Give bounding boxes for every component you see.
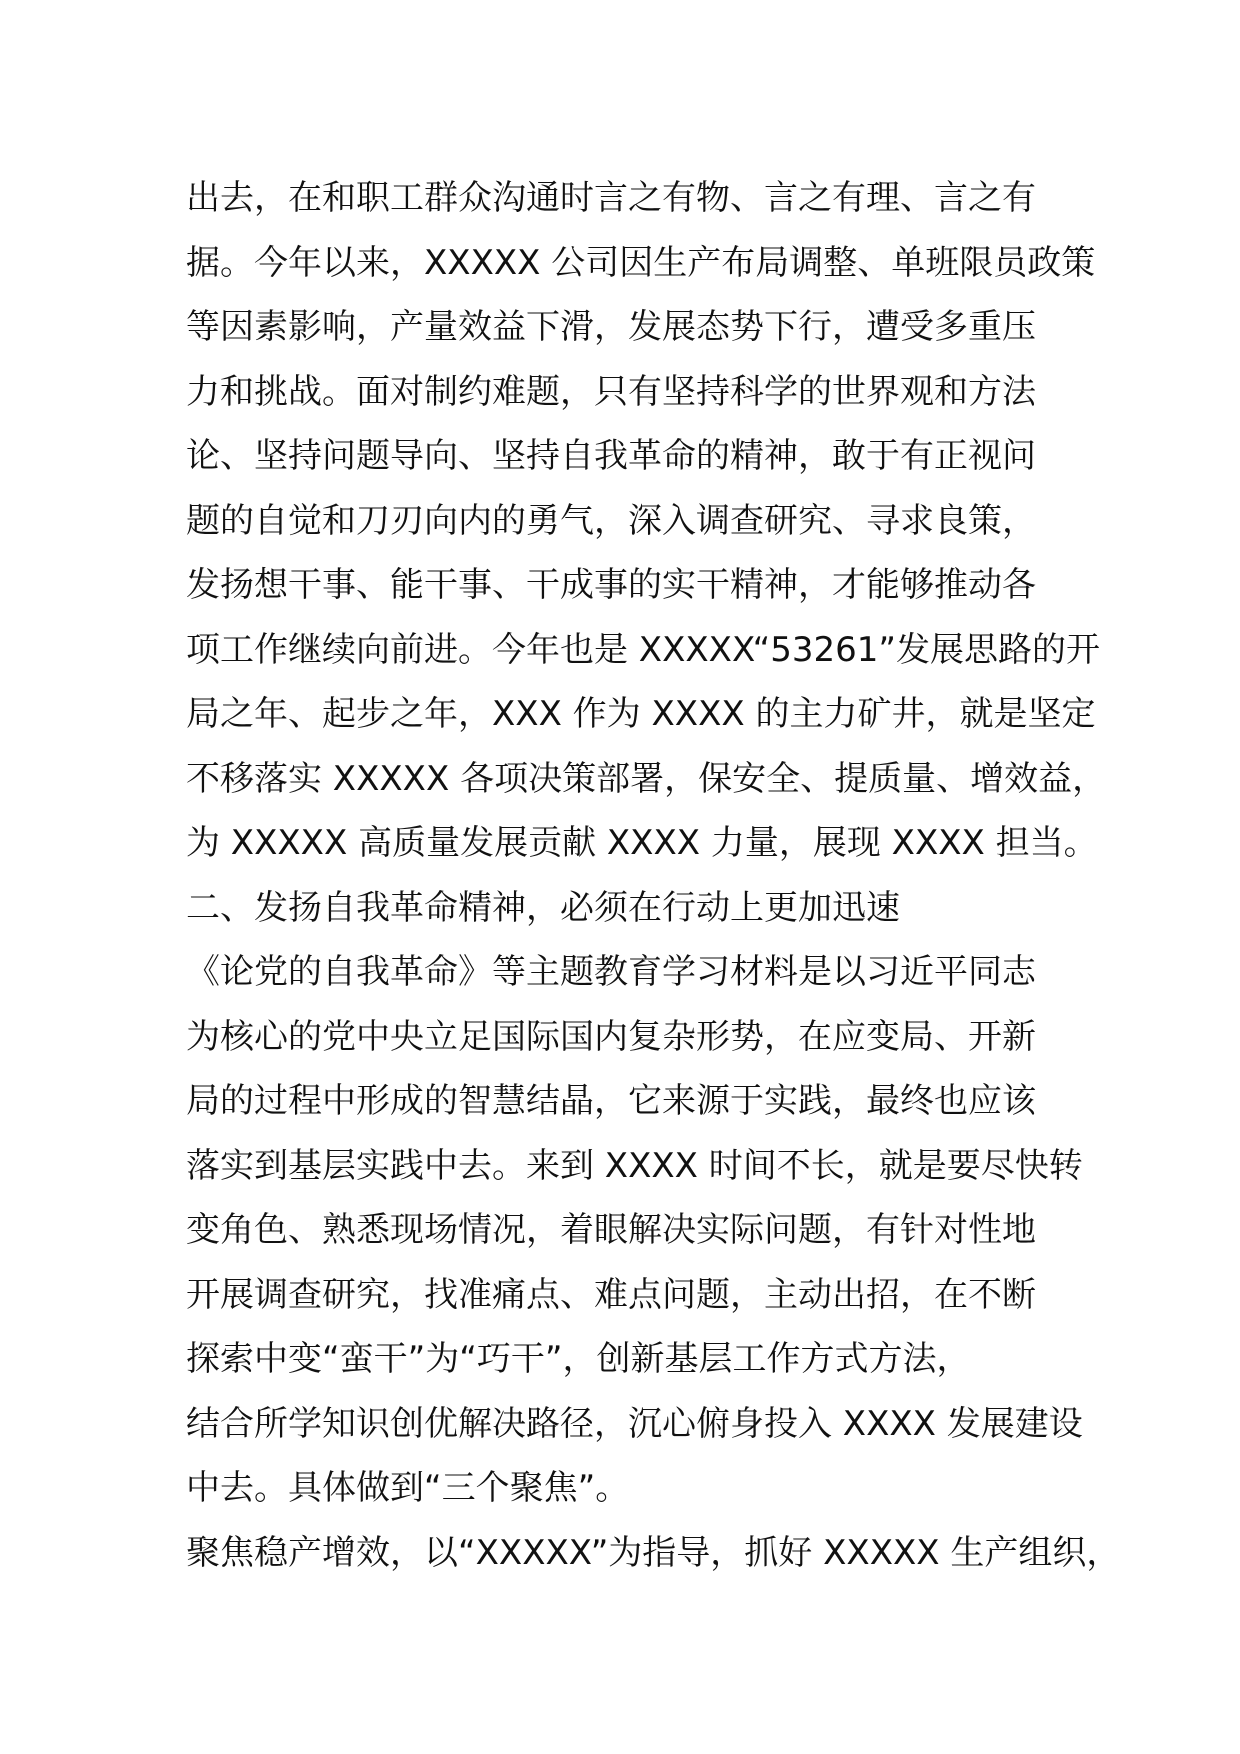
text-line: 不移落实 XXXXX 各项决策部署，保安全、提质量、增效益， (186, 758, 1107, 799)
text-line: 局之年、起步之年，XXX 作为 XXXX 的主力矿井，就是坚定 (186, 694, 1096, 734)
text-line: 出去，在和职工群众沟通时言之有物、言之有理、言之有 (186, 178, 1036, 218)
text-line: 论、坚持问题导向、坚持自我革命的精神，敢于有正视问 (186, 436, 1036, 476)
body-text (186, 166, 1121, 1585)
text-line: 变角色、熟悉现场情况，着眼解决实际问题，有针对性地 (186, 1210, 1036, 1250)
text-line: 力和挑战。面对制约难题，只有坚持科学的世界观和方法 (186, 371, 1036, 412)
text-line: 项工作继续向前进。今年也是 XXXXX“53261”发展思路的开 (186, 629, 1101, 670)
text-line: 聚焦稳产增效，以“XXXXX”为指导，抓好 XXXXX 生产组织， (186, 1532, 1121, 1573)
text-line: 结合所学知识创优解决路径，沉心俯身投入 XXXX 发展建设 (186, 1403, 1083, 1444)
section-heading: 二、发扬自我革命精神，必须在行动上更加迅速 (186, 887, 900, 928)
text-line: 《论党的自我革命》等主题教育学习材料是以习近平同志 (186, 952, 1036, 992)
text-line: 探索中变“蛮干”为“巧干”，创新基层工作方式方法， (186, 1339, 971, 1379)
text-line: 局的过程中形成的智慧结晶，它来源于实践，最终也应该 (186, 1081, 1036, 1121)
text-line: 发扬想干事、能干事、干成事的实干精神，才能够推动各 (186, 565, 1036, 605)
text-line: 落实到基层实践中去。来到 XXXX 时间不长，就是要尽快转 (186, 1145, 1083, 1186)
text-line: 开展调查研究，找准痛点、难点问题，主动出招，在不断 (186, 1274, 1036, 1315)
text-line: 等因素影响，产量效益下滑，发展态势下行，遭受多重压 (186, 307, 1036, 347)
text-line: 据。今年以来，XXXXX 公司因生产布局调整、单班限员政策 (186, 242, 1096, 283)
text-line: 中去。具体做到“三个聚焦”。 (186, 1468, 630, 1508)
text-line: 为核心的党中央立足国际国内复杂形势，在应变局、开新 (186, 1016, 1036, 1057)
text-line: 为 XXXXX 高质量发展贡献 XXXX 力量，展现 XXXX 担当。 (186, 823, 1098, 863)
text-line: 题的自觉和刀刃向内的勇气，深入调查研究、寻求良策， (186, 500, 1036, 541)
